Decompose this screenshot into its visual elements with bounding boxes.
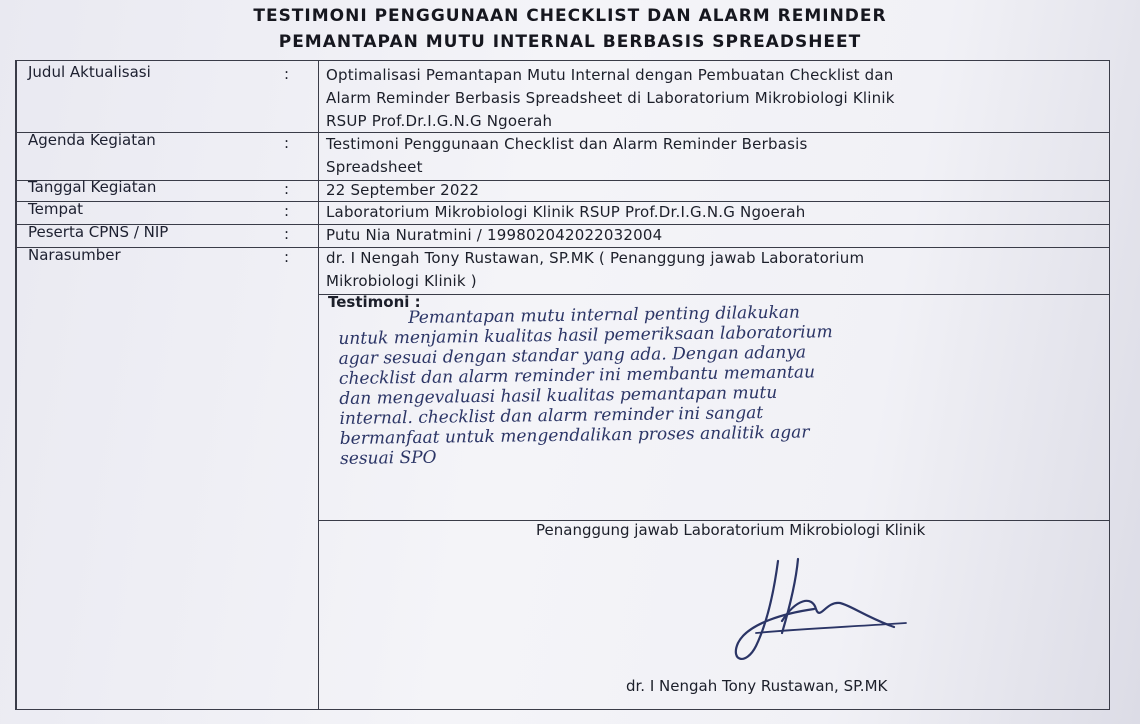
label-agenda-kegiatan: Agenda Kegiatan [28, 131, 156, 149]
value-peserta-cpns: Putu Nia Nuratmini / 199802042022032004 [326, 226, 663, 244]
value-tanggal-kegiatan: 22 September 2022 [326, 181, 480, 199]
label-peserta-cpns: Peserta CPNS / NIP [28, 223, 169, 241]
handwritten-testimoni: Pemantapan mutu internal penting dilakukan untuk menjamin kualitas hasil pemeriksaan laboratorium agar sesuai dengan standar yang ada. Dengan adanya checklist dan alarm reminder ini membantu memantau dan mengevaluasi hasil kualitas pemantapan mutu internal. checklist dan alarm reminder ini sangat bermanfaat untuk mengendalikan proses analitik agar sesuai SPO [338, 302, 833, 469]
colon: : [284, 225, 290, 243]
colon: : [284, 248, 290, 266]
label-narasumber: Narasumber [28, 246, 121, 264]
testimoni-label: Testimoni : [328, 293, 421, 311]
form-table [15, 60, 1110, 710]
colon: : [284, 202, 290, 220]
value-tempat: Laboratorium Mikrobiologi Klinik RSUP Prof.Dr.I.G.N.G Ngoerah [326, 203, 806, 221]
colon: : [284, 65, 290, 83]
label-tempat: Tempat [28, 200, 84, 218]
value-judul-aktualisasi: Optimalisasi Pemantapan Mutu Internal dengan Pembuatan Checklist dan Alarm Reminder Berbasis Spreadsheet di Laboratorium Mikrobiologi Klinik RSUP Prof.Dr.I.G.N.G Ngoerah [326, 66, 895, 130]
signature-name: dr. I Nengah Tony Rustawan, SP.MK [626, 677, 888, 695]
colon: : [284, 134, 290, 152]
label-tanggal-kegiatan: Tanggal Kegiatan [28, 178, 157, 196]
value-agenda-kegiatan: Testimoni Penggunaan Checklist dan Alarm Reminder Berbasis Spreadsheet [326, 135, 808, 176]
handwritten-signature [716, 551, 936, 671]
signature-title: Penanggung jawab Laboratorium Mikrobiologi Klinik [536, 521, 926, 539]
document-title-line-1: TESTIMONI PENGGUNAAN CHECKLIST DAN ALARM REMINDER [253, 6, 887, 26]
document-title-line-2: PEMANTAPAN MUTU INTERNAL BERBASIS SPREADSHEET [278, 32, 862, 52]
colon: : [284, 180, 290, 198]
value-narasumber: dr. I Nengah Tony Rustawan, SP.MK ( Penanggung jawab Laboratorium Mikrobiologi Klinik ) [326, 249, 865, 290]
label-judul-aktualisasi: Judul Aktualisasi [28, 63, 151, 81]
